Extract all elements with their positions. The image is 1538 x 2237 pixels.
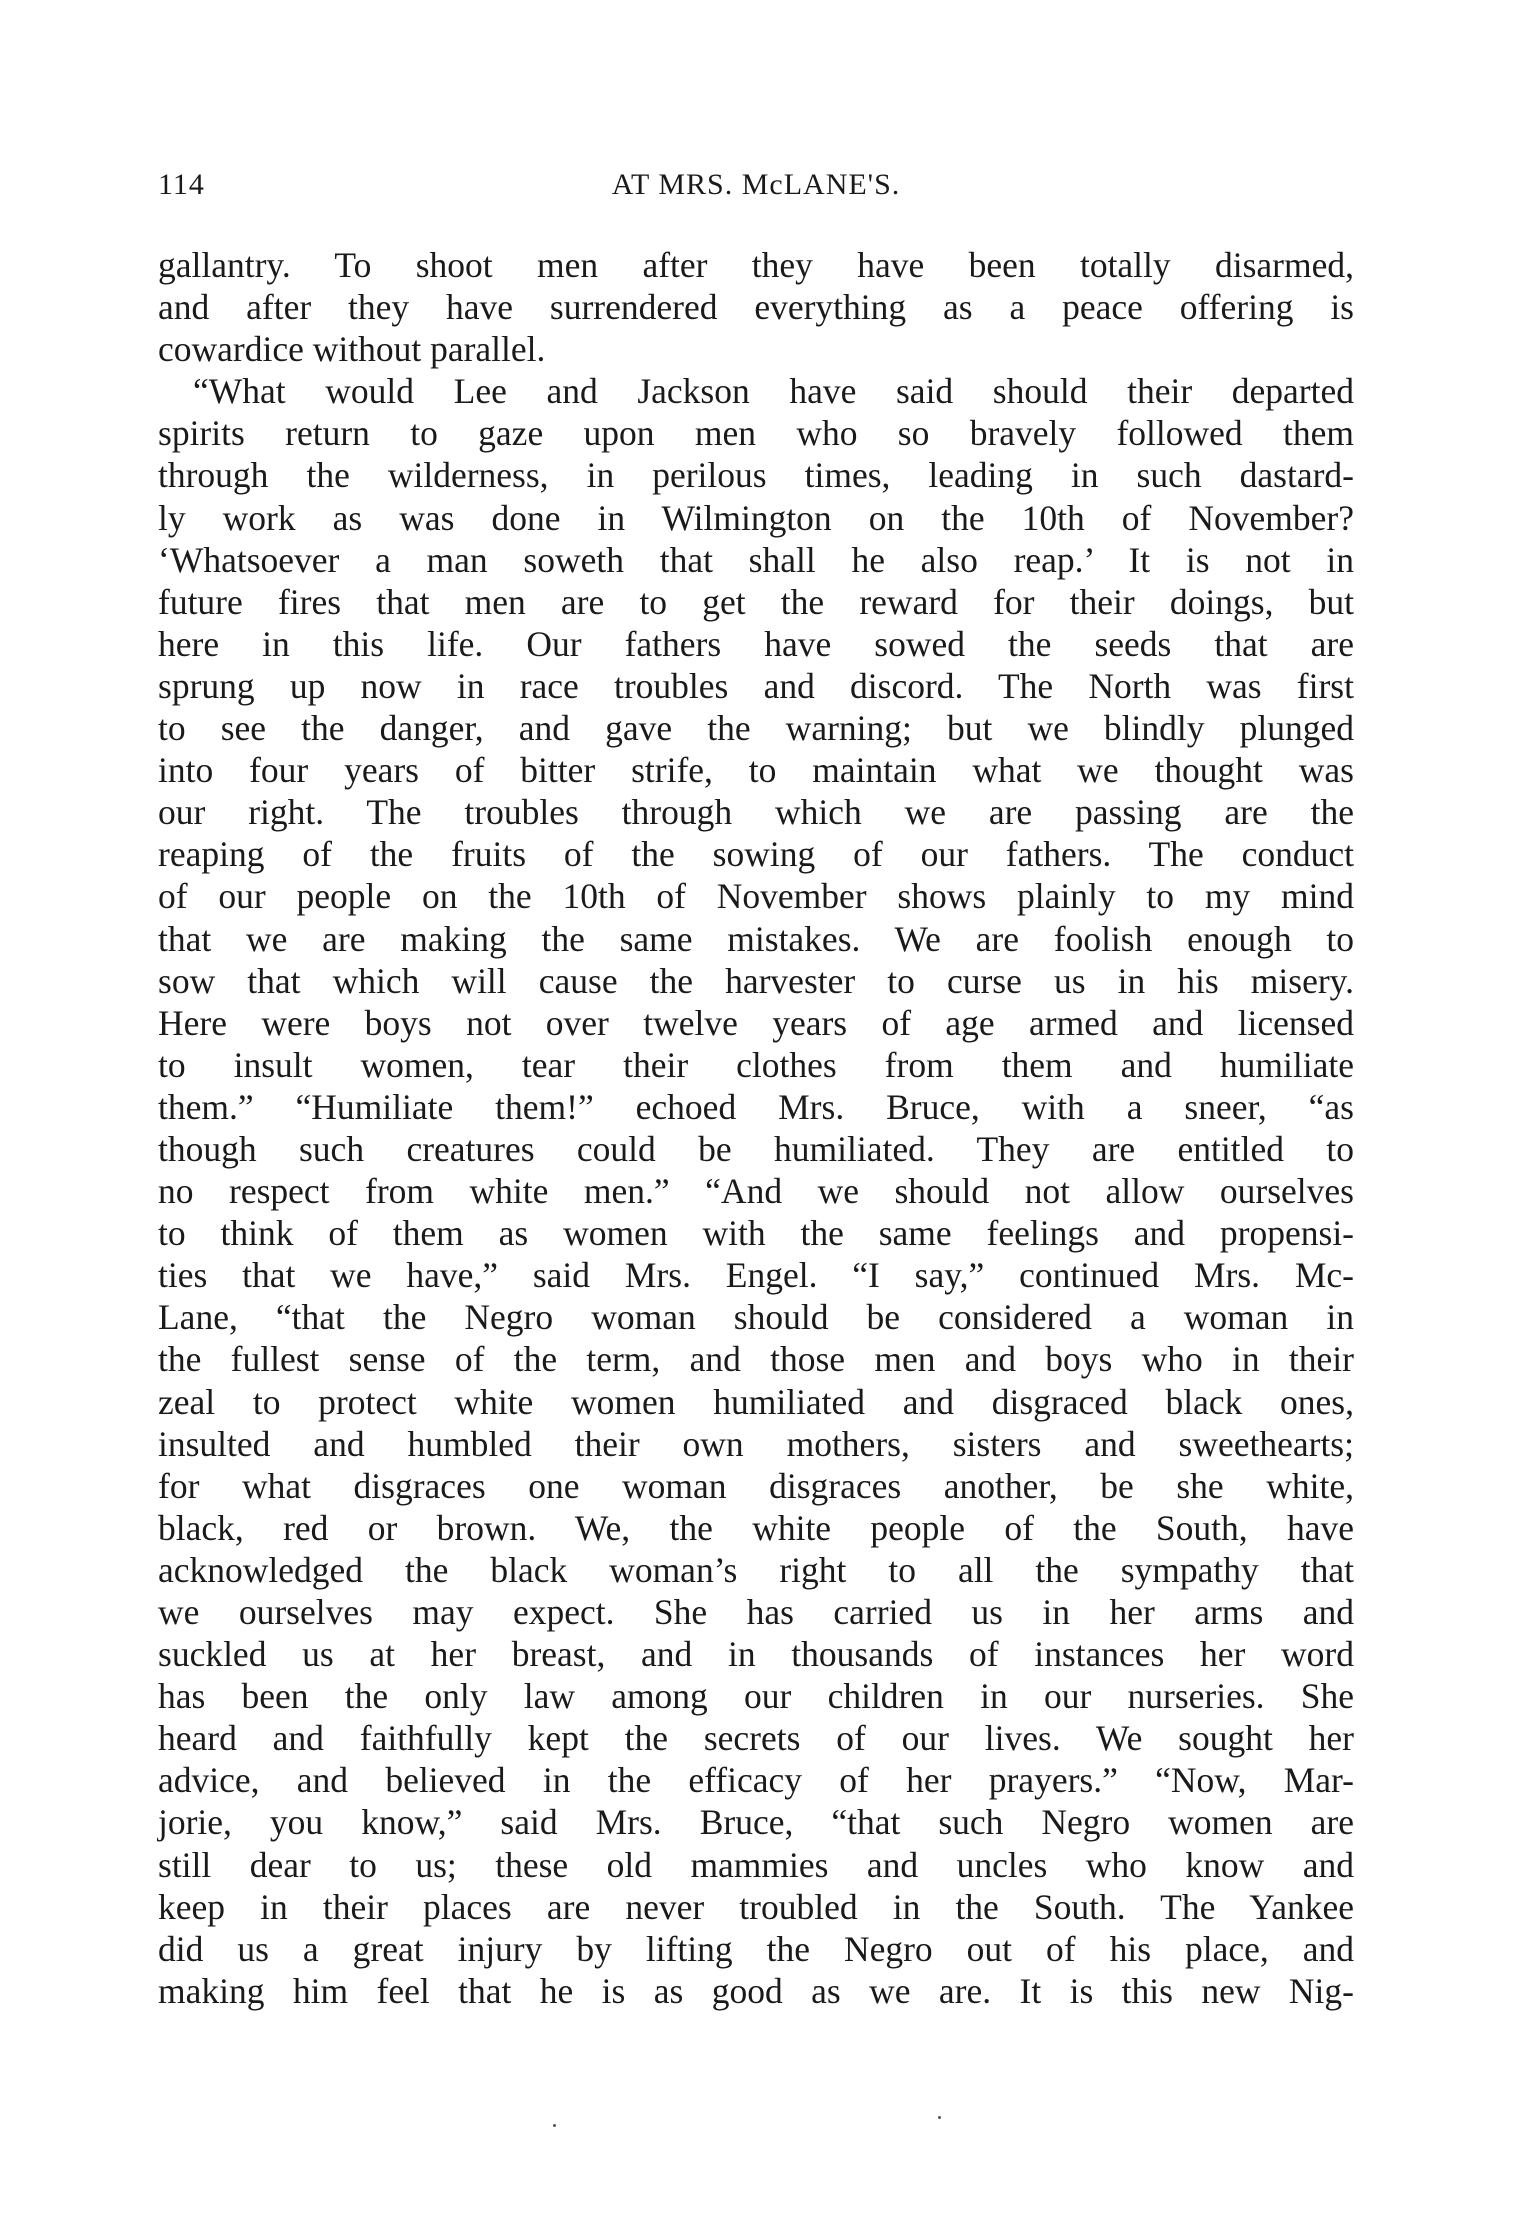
text-line: ties that we have,” said Mrs. Engel. “I say,” continued Mrs. Mc-	[158, 1255, 1354, 1296]
text-line: did us a great injury by lifting the Negro out of his place, and	[158, 1928, 1354, 1969]
text-line: the fullest sense of the term, and those men and boys who in their	[158, 1339, 1354, 1380]
text-line: though such creatures could be humiliated. They are entitled to	[158, 1128, 1354, 1169]
text-line: and after they have surrendered everything as a peace offering is	[158, 287, 1354, 328]
text-line: into four years of bitter strife, to maintain what we thought was	[158, 750, 1354, 791]
text-line: for what disgraces one woman disgraces another, be she white,	[158, 1465, 1354, 1506]
page-number: 114	[158, 168, 205, 201]
text-line: ly work as was done in Wilmington on the 10th of November?	[158, 497, 1354, 538]
text-line: future fires that men are to get the reward for their doings, but	[158, 581, 1354, 622]
text-line: cowardice without parallel.	[158, 329, 546, 370]
text-line: making him feel that he is as good as we are. It is this new Nig-	[158, 1970, 1354, 2011]
text-line: reaping of the fruits of the sowing of our fathers. The conduct	[158, 834, 1354, 875]
text-line: jorie, you know,” said Mrs. Bruce, “that such Negro women are	[158, 1802, 1354, 1843]
text-line: Lane, “that the Negro woman should be considered a woman in	[158, 1297, 1354, 1338]
text-line: gallantry. To shoot men after they have been totally disarmed,	[158, 245, 1354, 285]
text-line: ‘Whatsoever a man soweth that shall he also reap.’ It is not in	[158, 539, 1354, 580]
paper-speck	[553, 2124, 556, 2127]
text-line: black, red or brown. We, the white people of the South, have	[158, 1507, 1354, 1548]
text-line: of our people on the 10th of November shows plainly to my mind	[158, 876, 1354, 917]
text-line: “What would Lee and Jackson have said should their departed	[193, 371, 1354, 412]
text-line: insulted and humbled their own mothers, sisters and sweethearts;	[158, 1423, 1354, 1464]
text-line: that we are making the same mistakes. We are foolish enough to	[158, 918, 1354, 959]
text-line: zeal to protect white women humiliated and disgraced black ones,	[158, 1381, 1354, 1422]
text-line: to think of them as women with the same feelings and propensi-	[158, 1213, 1354, 1254]
paper-speck	[938, 2116, 941, 2119]
text-line: keep in their places are never troubled in the South. The Yankee	[158, 1886, 1354, 1927]
text-line: to see the danger, and gave the warning; but we blindly plunged	[158, 708, 1354, 749]
text-line: Here were boys not over twelve years of age armed and licensed	[158, 1002, 1354, 1043]
text-line: has been the only law among our children in our nurseries. She	[158, 1676, 1354, 1717]
body-text	[158, 244, 1354, 2012]
text-line: suckled us at her breast, and in thousands of instances her word	[158, 1634, 1354, 1675]
text-line: no respect from white men.” “And we should not allow ourselves	[158, 1171, 1354, 1212]
text-line: still dear to us; these old mammies and uncles who know and	[158, 1844, 1354, 1885]
text-line: our right. The troubles through which we are passing are the	[158, 792, 1354, 833]
text-line: heard and faithfully kept the secrets of our lives. We sought her	[158, 1718, 1354, 1759]
text-line: sow that which will cause the harvester to curse us in his misery.	[158, 960, 1354, 1001]
text-line: we ourselves may expect. She has carried us in her arms and	[158, 1592, 1354, 1632]
text-line: spirits return to gaze upon men who so bravely followed them	[158, 413, 1354, 454]
text-line: to insult women, tear their clothes from them and humiliate	[158, 1044, 1354, 1085]
text-line: advice, and believed in the efficacy of her prayers.” “Now, Mar-	[158, 1760, 1354, 1801]
text-line: here in this life. Our fathers have sowed the seeds that are	[158, 623, 1354, 664]
text-line: acknowledged the black woman’s right to all the sympathy that	[158, 1549, 1354, 1590]
running-title: AT MRS. McLANE'S.	[611, 168, 901, 201]
text-line: through the wilderness, in perilous times, leading in such dastard-	[158, 455, 1354, 496]
text-line: sprung up now in race troubles and discord. The North was first	[158, 665, 1354, 706]
running-head	[158, 168, 1354, 208]
text-line: them.” “Humiliate them!” echoed Mrs. Bruce, with a sneer, “as	[158, 1086, 1354, 1127]
